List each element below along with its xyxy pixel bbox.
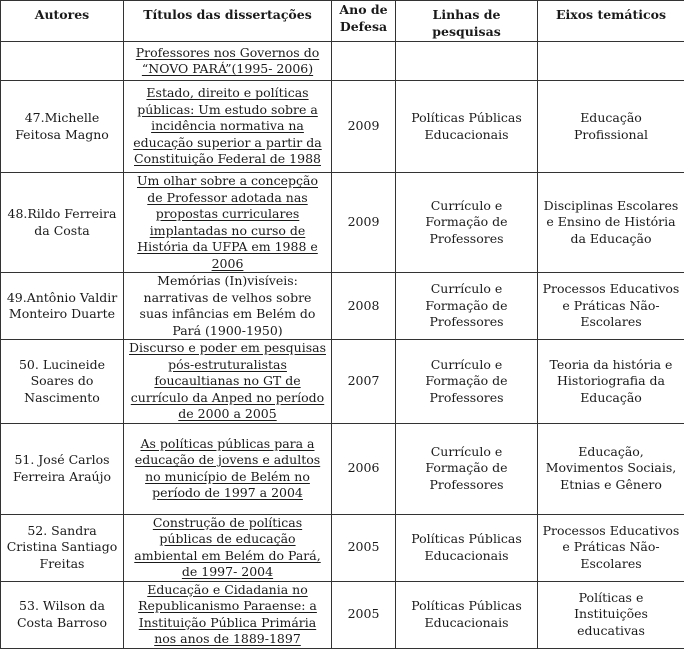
ano-cell: 2009 bbox=[332, 81, 396, 173]
linha-cell: Políticas Públicas Educacionais bbox=[396, 81, 538, 173]
table-row bbox=[1, 340, 684, 424]
ano-cell: 2005 bbox=[332, 581, 396, 648]
header-titulos: Títulos das dissertações bbox=[124, 1, 332, 42]
table-row bbox=[1, 173, 684, 273]
table-header-row bbox=[1, 1, 684, 42]
linha-cell: Currículo e Formação de Professores bbox=[396, 340, 538, 424]
eixo-cell: Políticas e Instituições educativas bbox=[538, 581, 684, 648]
eixo-cell: Educação Profissional bbox=[538, 81, 684, 173]
section-title: Professores nos Governos do “NOVO PARÁ”(1995- 2006) bbox=[124, 42, 332, 81]
table-row bbox=[1, 423, 684, 514]
eixo-cell: Educação, Movimentos Sociais, Etnias e Gênero bbox=[538, 423, 684, 514]
ano-cell: 2009 bbox=[332, 173, 396, 273]
linha-cell: Políticas Públicas Educacionais bbox=[396, 514, 538, 581]
autor-cell: 51. José Carlos Ferreira Araújo bbox=[1, 423, 124, 514]
autor-cell: 50. Lucineide Soares do Nascimento bbox=[1, 340, 124, 424]
header-eixos: Eixos temáticos bbox=[538, 1, 684, 42]
section-linha-cell bbox=[396, 42, 538, 81]
table-row bbox=[1, 273, 684, 340]
section-ano-cell bbox=[332, 42, 396, 81]
table-row bbox=[1, 514, 684, 581]
autor-cell: 48.Rildo Ferreira da Costa bbox=[1, 173, 124, 273]
table-row bbox=[1, 581, 684, 648]
titulo-cell: Memórias (In)visíveis: narrativas de velhos sobre suas infâncias em Belém do Pará (1900-1950) bbox=[124, 273, 332, 340]
titulo-cell: Estado, direito e políticas públicas: Um estudo sobre a incidência normativa na educação superior a partir da Constituição Federal de 1988 bbox=[124, 81, 332, 173]
autor-cell: 53. Wilson da Costa Barroso bbox=[1, 581, 124, 648]
section-autor-cell bbox=[1, 42, 124, 81]
eixo-cell: Teoria da história e Historiografia da Educação bbox=[538, 340, 684, 424]
section-eixo-cell bbox=[538, 42, 684, 81]
table-row bbox=[1, 81, 684, 173]
ano-cell: 2007 bbox=[332, 340, 396, 424]
section-row bbox=[1, 42, 684, 81]
titulo-cell: Educação e Cidadania no Republicanismo Paraense: a Instituição Pública Primária nos anos de 1889-1897 bbox=[124, 581, 332, 648]
titulo-cell: Discurso e poder em pesquisas pós-estruturalistas foucaultianas no GT de currículo da Anped no período de 2000 a 2005 bbox=[124, 340, 332, 424]
header-autores: Autores bbox=[1, 1, 124, 42]
autor-cell: 49.Antônio Valdir Monteiro Duarte bbox=[1, 273, 124, 340]
titulo-cell: Construção de políticas públicas de educação ambiental em Belém do Pará, de 1997- 2004 bbox=[124, 514, 332, 581]
eixo-cell: Disciplinas Escolares e Ensino de História da Educação bbox=[538, 173, 684, 273]
eixo-cell: Processos Educativos e Práticas Não-Escolares bbox=[538, 273, 684, 340]
autor-cell: 47.Michelle Feitosa Magno bbox=[1, 81, 124, 173]
titulo-cell: Um olhar sobre a concepção de Professor adotada nas propostas curriculares implantadas no curso de História da UFPA em 1988 e 2006 bbox=[124, 173, 332, 273]
ano-cell: 2006 bbox=[332, 423, 396, 514]
ano-cell: 2005 bbox=[332, 514, 396, 581]
header-ano: Ano de Defesa bbox=[332, 1, 396, 42]
linha-cell: Currículo e Formação de Professores bbox=[396, 423, 538, 514]
autor-cell: 52. Sandra Cristina Santiago Freitas bbox=[1, 514, 124, 581]
header-linhas: Linhas de pesquisas bbox=[396, 1, 538, 42]
ano-cell: 2008 bbox=[332, 273, 396, 340]
linha-cell: Currículo e Formação de Professores bbox=[396, 273, 538, 340]
titulo-cell: As políticas públicas para a educação de jovens e adultos no município de Belém no período de 1997 a 2004 bbox=[124, 423, 332, 514]
eixo-cell: Processos Educativos e Práticas Não-Escolares bbox=[538, 514, 684, 581]
linha-cell: Políticas Públicas Educacionais bbox=[396, 581, 538, 648]
linha-cell: Currículo e Formação de Professores bbox=[396, 173, 538, 273]
